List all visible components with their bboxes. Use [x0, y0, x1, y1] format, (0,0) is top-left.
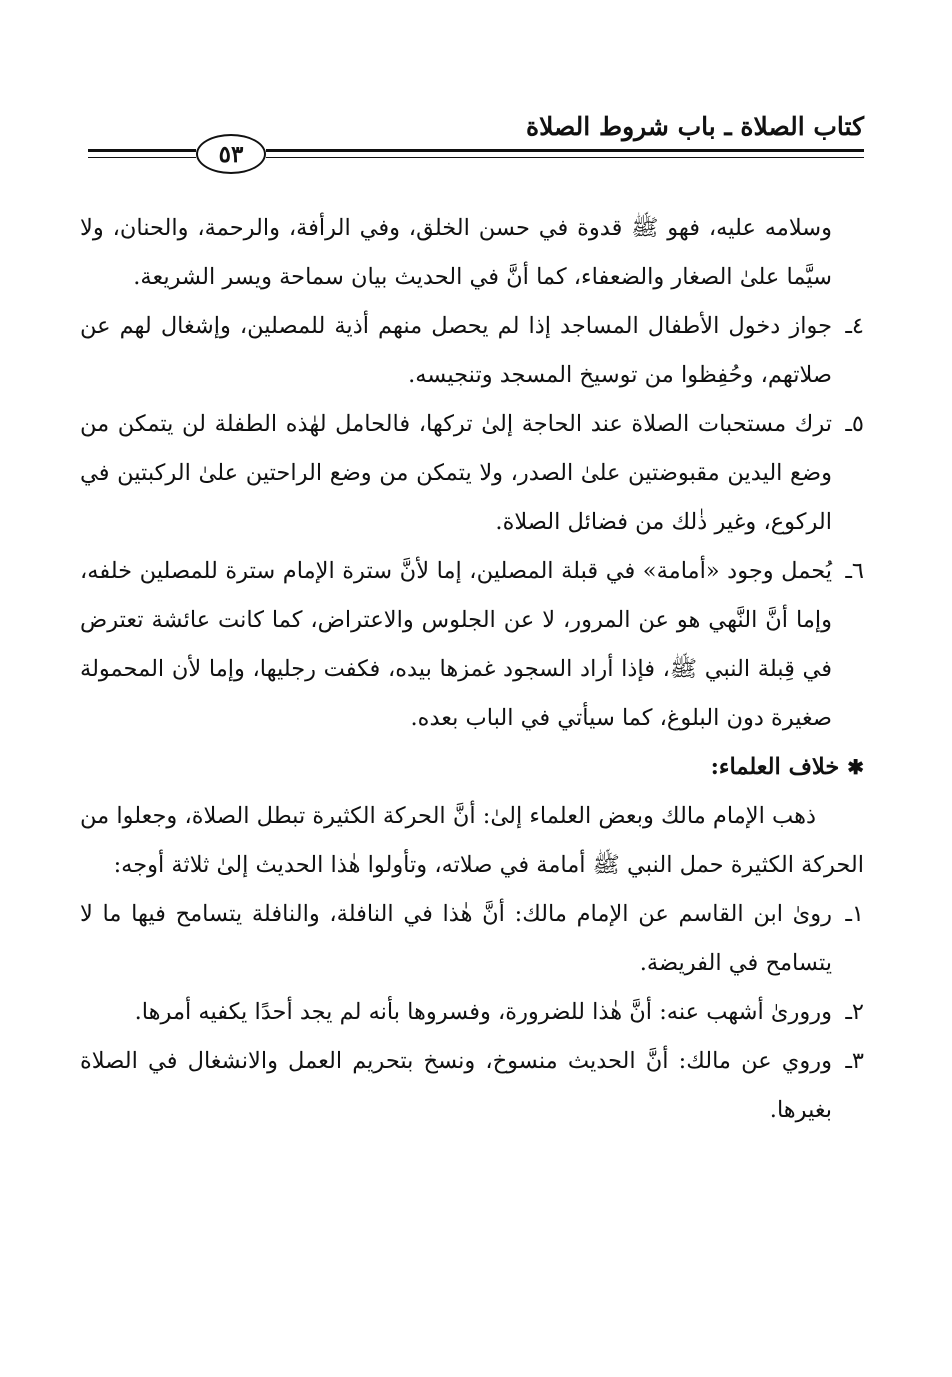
list-item-text: يُحمل وجود «أمامة» في قبلة المصلين، إما لأنَّ سترة الإمام سترة للمصلين خلفه، وإما أنَّ النَّهي هو عن المرور، لا عن الجلوس والاعتراض، كما كانت عائشة تعترض في قِبلة النبي ﷺ، فإذا أراد السجود غمزها بيده، فكفت رجليها، وإما لأن المحمولة صغيرة دون البلوغ، كما سيأتي في الباب بعده.: [80, 558, 832, 731]
section-heading-text: خلاف العلماء:: [710, 754, 840, 780]
list-item: [80, 302, 864, 400]
list-item-number: ٣ـ: [845, 1048, 864, 1074]
list-item-text: وروي عن مالك: أنَّ الحديث منسوخ، ونسخ بتحريم العمل والانشغال في الصلاة بغيرها.: [80, 1048, 832, 1123]
header-rule-thin: [266, 157, 864, 158]
list-item: [80, 890, 864, 988]
list-item: [80, 988, 864, 1037]
list-item-number: ٥ـ: [845, 411, 864, 437]
running-title: كتاب الصلاة ـ باب شروط الصلاة: [525, 112, 864, 141]
list-item-text: ورورىٰ أشهب عنه: أنَّ هٰذا للضرورة، وفسروها بأنه لم يجد أحدًا يكفيه أمرها.: [134, 999, 832, 1025]
section-intro-paragraph: ذهب الإمام مالك وبعض العلماء إلىٰ: أنَّ الحركة الكثيرة تبطل الصلاة، وجعلوا من الحركة الكثيرة حمل النبي ﷺ أمامة في صلاته، وتأولوا هٰذا الحديث إلىٰ ثلاثة أوجه:: [80, 803, 864, 878]
list-item: [80, 1037, 864, 1135]
list-item-text: ترك مستحبات الصلاة عند الحاجة إلىٰ تركها، فالحامل لهٰذه الطفلة لن يتمكن من وضع اليدين مقبوضتين علىٰ الصدر، ولا يتمكن من وضع الراحتين علىٰ الركبتين في الركوع، وغير ذٰلك من فضائل الصلاة.: [80, 411, 832, 535]
list-item-text: جواز دخول الأطفال المساجد إذا لم يحصل منهم أذية للمصلين، وإشغال لهم عن صلاتهم، وحُفِظوا من توسيخ المسجد وتنجيسه.: [80, 313, 832, 388]
page-number: ٥٣: [218, 140, 244, 168]
star-bullet-icon: ✱: [847, 755, 864, 779]
main-text: [80, 204, 864, 1135]
list-item-number: ١ـ: [845, 901, 864, 927]
header-rule-left: [88, 149, 196, 152]
list-item-number: ٤ـ: [845, 313, 864, 339]
list-item: [80, 547, 864, 743]
list-item-number: ٦ـ: [845, 558, 864, 584]
list-item-text: روىٰ ابن القاسم عن الإمام مالك: أنَّ هٰذا في النافلة، والنافلة يتسامح فيها ما لا يتسامح في الفريضة.: [80, 901, 832, 976]
section-heading: [80, 743, 864, 792]
list-item-number: ٢ـ: [845, 999, 864, 1025]
header-rule-left-thin: [88, 157, 196, 158]
continuation-paragraph: وسلامه عليه، فهو ﷺ قدوة في حسن الخلق، وفي الرأفة، والرحمة، والحنان، ولا سيَّما علىٰ الصغار والضعفاء، كما أنَّ في الحديث بيان سماحة ويسر الشريعة.: [80, 215, 832, 290]
header-rule: [266, 149, 864, 152]
page-number-cartouche: [196, 134, 266, 174]
list-item: [80, 400, 864, 547]
